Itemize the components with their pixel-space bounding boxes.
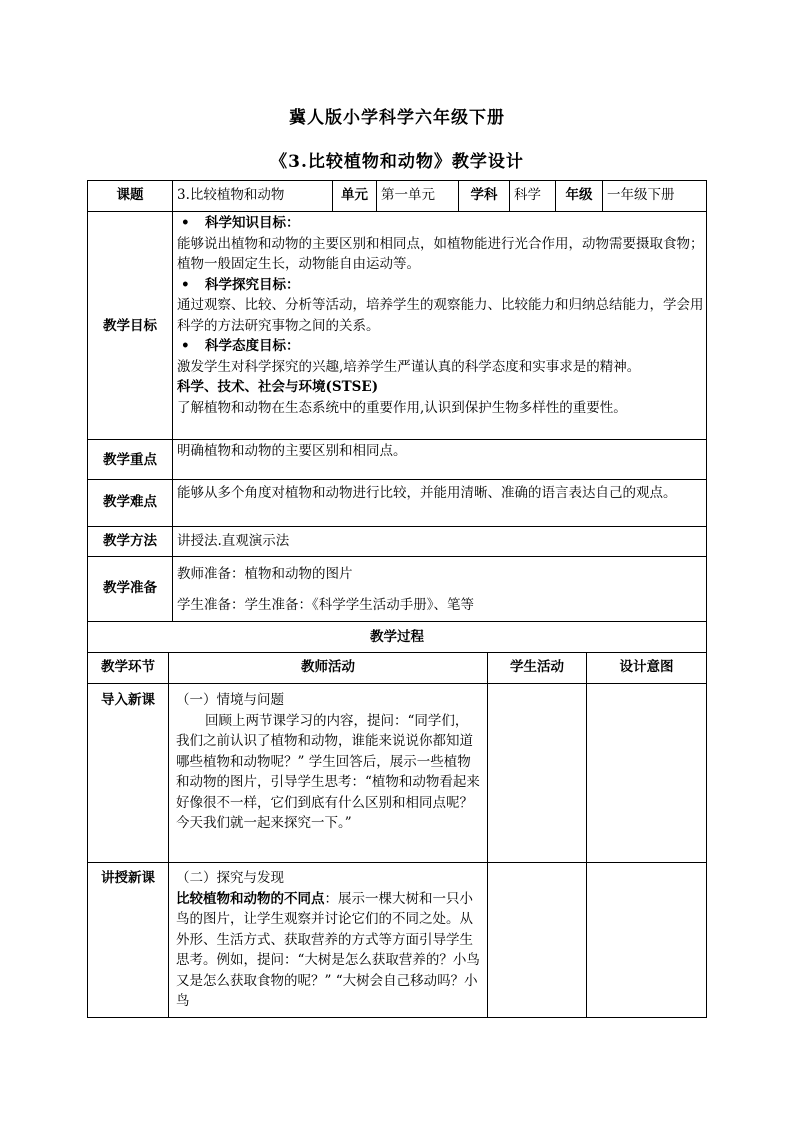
stse-objective-text: 了解植物和动物在生态系统中的重要作用,认识到保护生物多样性的重要性。 xyxy=(177,399,627,416)
inquiry-objective-text: 通过观察、比较、分析等活动，培养学生的观察能力、比较能力和归纳总结能力，学会用科学的方法研究事物之间的关系。 xyxy=(177,297,704,334)
subject-value: 科学 xyxy=(514,187,541,203)
stage-new-lesson-body: ：展示一棵大树和一只小鸟的图片，让学生观察并讨论它们的不同之处。从外形、生活方式、获取营养的方式等方面引导学生思考。例如，提问：“大树是怎么获取营养的？小鸟又是怎么获取食物的呢？” “大树会自己移动吗？小鸟 xyxy=(176,890,480,1009)
grade-label: 年级 xyxy=(565,187,593,203)
stage-new-lesson-content xyxy=(176,868,481,1012)
objectives-label: 教学目标 xyxy=(103,318,157,334)
difficulty-label: 教学难点 xyxy=(103,494,157,510)
method-text: 讲授法.直观演示法 xyxy=(177,533,290,549)
process-title: 教学过程 xyxy=(370,629,424,645)
stage-intro-text: 回顾上两节课学习的内容，提问：“同学们，我们之前认识了植物和动物，谁能来说说你都知道哪些植物和动物呢？” 学生回答后，展示一些植物和动物的图片，引导学生思考：“植物和动物看起来好像很不一样，它们到底有什么区别和相同点呢？今天我们就一起来探究一下。” xyxy=(176,712,480,831)
student-activity-header: 学生活动 xyxy=(510,659,564,675)
knowledge-objective-title: • 科学知识目标： xyxy=(177,213,708,234)
lesson-label: 课题 xyxy=(116,187,144,203)
difficulty-text: 能够从多个角度对植物和动物进行比较，并能用清晰、准确的语言表达自己的观点。 xyxy=(177,485,677,501)
stage-new-lesson-lead: 比较植物和动物的不同点 xyxy=(176,890,325,907)
stage-new-lesson-heading: （二）探究与发现 xyxy=(176,870,284,886)
attitude-objective-text: 激发学生对科学探究的兴趣,培养学生严谨认真的科学态度和实事求是的精神。 xyxy=(177,358,641,375)
method-label: 教学方法 xyxy=(103,533,157,549)
unit-label: 单元 xyxy=(341,187,368,203)
teacher-preparation: 教师准备：植物和动物的图片 xyxy=(177,566,353,582)
stage-new-lesson-text xyxy=(176,889,481,1012)
subject-label: 学科 xyxy=(470,187,498,203)
preparation-label: 教学准备 xyxy=(103,580,157,596)
stage-intro-label: 导入新课 xyxy=(101,692,155,708)
inquiry-objective-title: • 科学探究目标： xyxy=(177,275,708,296)
stse-objective-title: 科学、技术、社会与环境(STSE) xyxy=(177,379,379,395)
stage-new-lesson-label: 讲授新课 xyxy=(101,870,155,886)
stage-header: 教学环节 xyxy=(101,659,155,675)
design-intent-header: 设计意图 xyxy=(619,659,674,675)
stage-intro-content xyxy=(176,690,481,834)
student-preparation: 学生准备：学生准备：《科学学生活动手册》、笔等 xyxy=(177,597,474,613)
teacher-activity-header: 教师活动 xyxy=(301,659,355,675)
unit-value: 第一单元 xyxy=(381,187,435,203)
page-title-line2: 《3.比较植物和动物》教学设计 xyxy=(270,152,524,172)
attitude-objective-title: • 科学态度目标： xyxy=(177,336,708,357)
grade-value: 一年级下册 xyxy=(607,187,675,203)
objectives-content xyxy=(177,213,708,418)
key-point-label: 教学重点 xyxy=(103,452,157,468)
knowledge-objective-text: 能够说出植物和动物的主要区别和相同点，如植物能进行光合作用，动物需要摄取食物；植物一般固定生长，动物能自由运动等。 xyxy=(177,235,704,272)
lesson-value: 3.比较植物和动物 xyxy=(177,187,285,203)
page-title-line1: 冀人版小学科学六年级下册 xyxy=(289,108,505,128)
stage-intro-heading: （一）情境与问题 xyxy=(176,692,284,708)
key-point-text: 明确植物和动物的主要区别和相同点。 xyxy=(177,443,407,459)
